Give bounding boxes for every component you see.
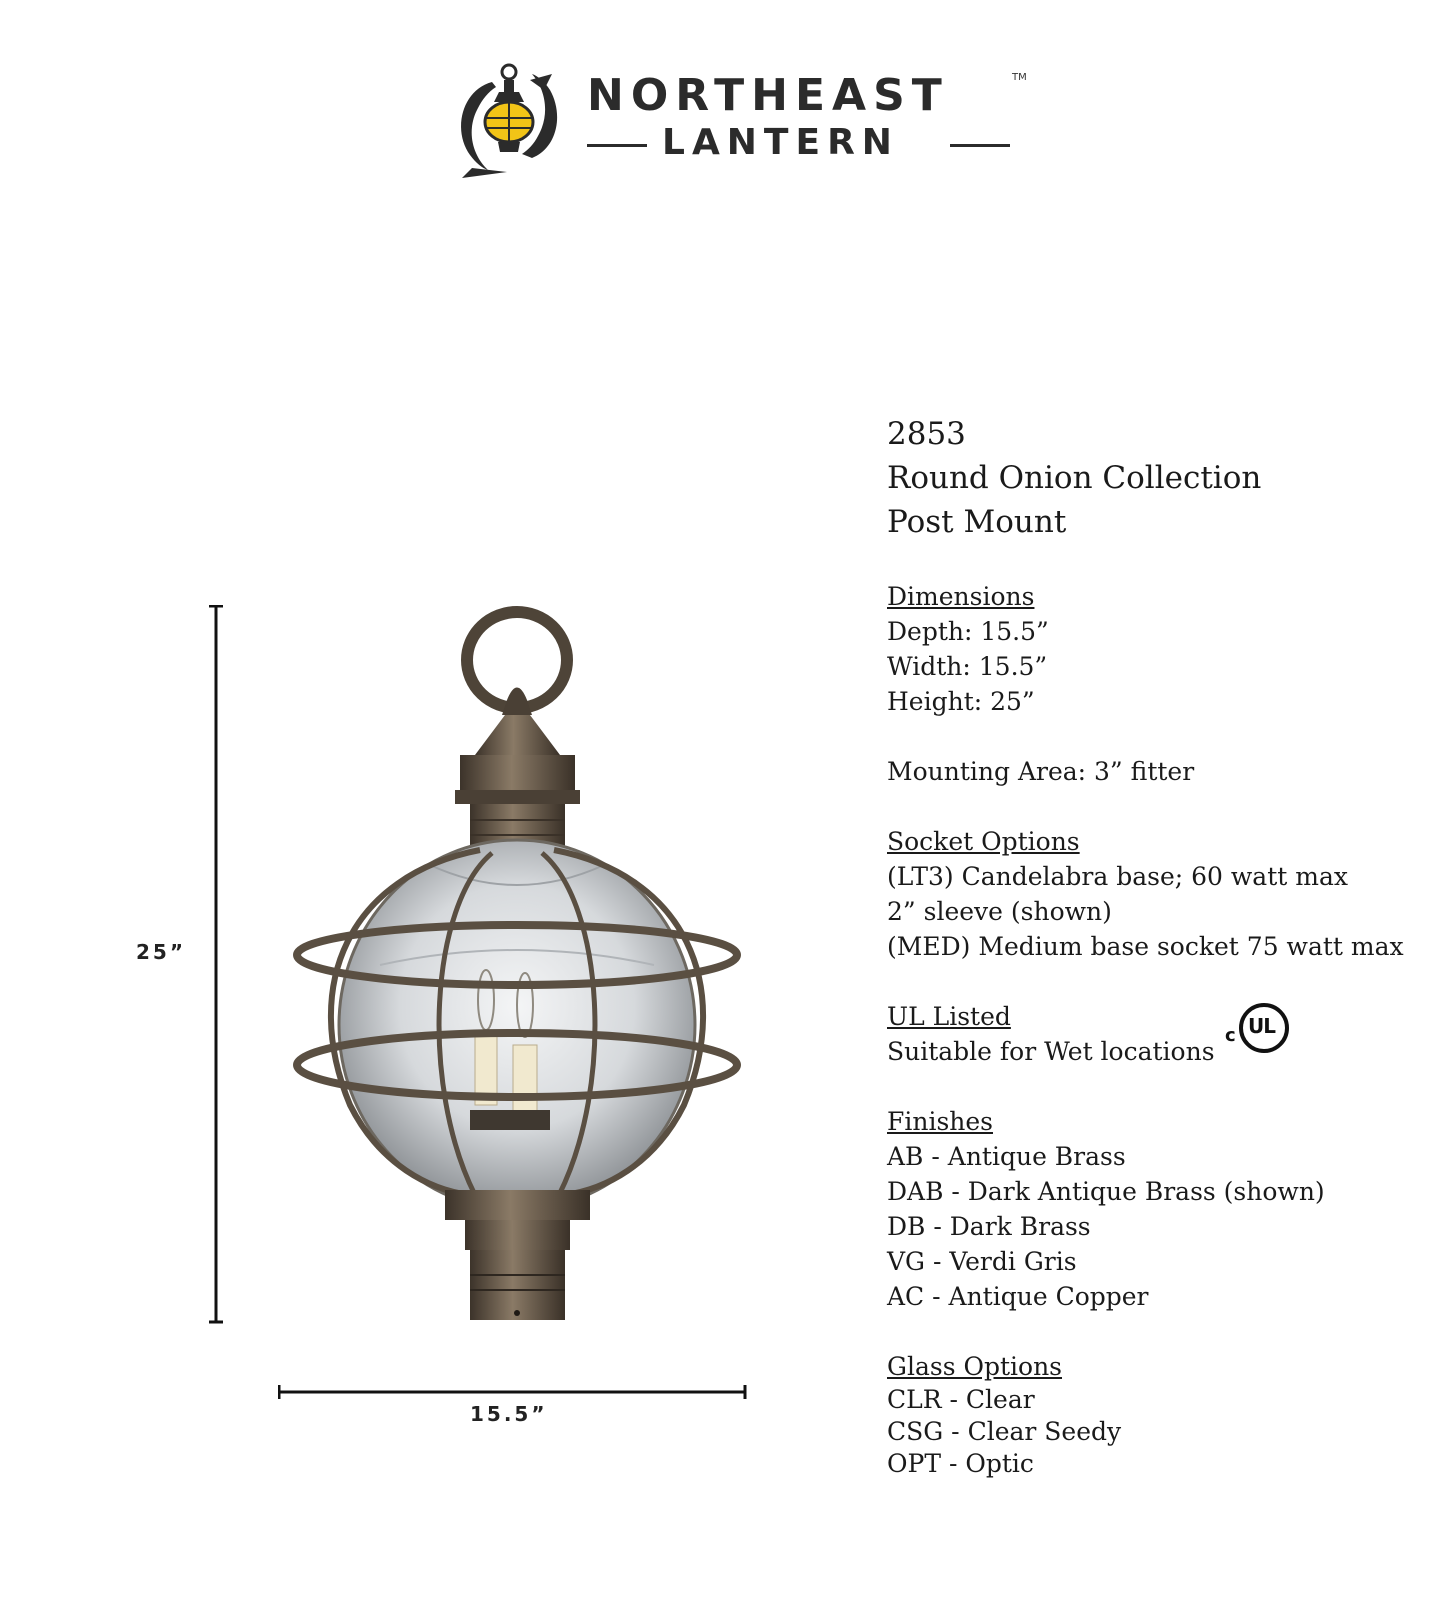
brand-name-top: NORTHEAST xyxy=(587,70,949,121)
wet-location-note: Suitable for Wet locations xyxy=(887,1037,1215,1066)
finishes-title: Finishes xyxy=(887,1107,993,1136)
glass-item: CLR - Clear xyxy=(887,1385,1035,1414)
width-value: Width: 15.5” xyxy=(887,652,1048,681)
brand-logo xyxy=(452,60,1032,180)
finish-item: DAB - Dark Antique Brass (shown) xyxy=(887,1177,1325,1206)
glass-item: OPT - Optic xyxy=(887,1449,1034,1478)
lantern-logo-icon xyxy=(452,60,567,180)
finish-item: AC - Antique Copper xyxy=(887,1282,1149,1311)
spacer xyxy=(887,544,1427,579)
collection-name: Round Onion Collection xyxy=(887,460,1262,496)
finish-item: AB - Antique Brass xyxy=(887,1142,1126,1171)
finish-item: VG - Verdi Gris xyxy=(887,1247,1077,1276)
spacer xyxy=(887,719,1427,754)
height-dimension-label: 25” xyxy=(136,940,186,964)
product-type: Post Mount xyxy=(887,504,1067,540)
ul-letters: UL xyxy=(1248,1014,1275,1038)
spacer xyxy=(887,1314,1427,1349)
logo-dash-right xyxy=(950,144,1010,147)
socket-option: 2” sleeve (shown) xyxy=(887,897,1112,926)
ul-certification-icon xyxy=(1225,999,1305,1069)
spacer xyxy=(887,1069,1427,1104)
brand-name-bottom: LANTERN xyxy=(662,122,899,163)
ul-c-letter: c xyxy=(1225,1025,1236,1046)
socket-options-title: Socket Options xyxy=(887,827,1080,856)
width-dimension-line xyxy=(278,1382,748,1402)
socket-option: (MED) Medium base socket 75 watt max xyxy=(887,932,1404,961)
depth-value: Depth: 15.5” xyxy=(887,617,1049,646)
height-value: Height: 25” xyxy=(887,687,1035,716)
glass-options-title: Glass Options xyxy=(887,1352,1062,1381)
trademark-mark: TM xyxy=(1012,72,1027,83)
ul-listed-title: UL Listed xyxy=(887,1002,1011,1031)
finish-item: DB - Dark Brass xyxy=(887,1212,1091,1241)
glass-item: CSG - Clear Seedy xyxy=(887,1417,1122,1446)
spec-sheet xyxy=(887,412,1427,1480)
lantern-product-image xyxy=(230,605,750,1335)
mounting-area: Mounting Area: 3” fitter xyxy=(887,757,1195,786)
ul-section xyxy=(887,999,1427,1069)
spacer xyxy=(887,789,1427,824)
dimensions-title: Dimensions xyxy=(887,582,1035,611)
logo-dash-left xyxy=(587,144,647,147)
height-dimension-line xyxy=(206,605,226,1325)
socket-option: (LT3) Candelabra base; 60 watt max xyxy=(887,862,1348,891)
spacer xyxy=(887,964,1427,999)
width-dimension-label: 15.5” xyxy=(470,1402,548,1426)
model-number: 2853 xyxy=(887,416,966,452)
